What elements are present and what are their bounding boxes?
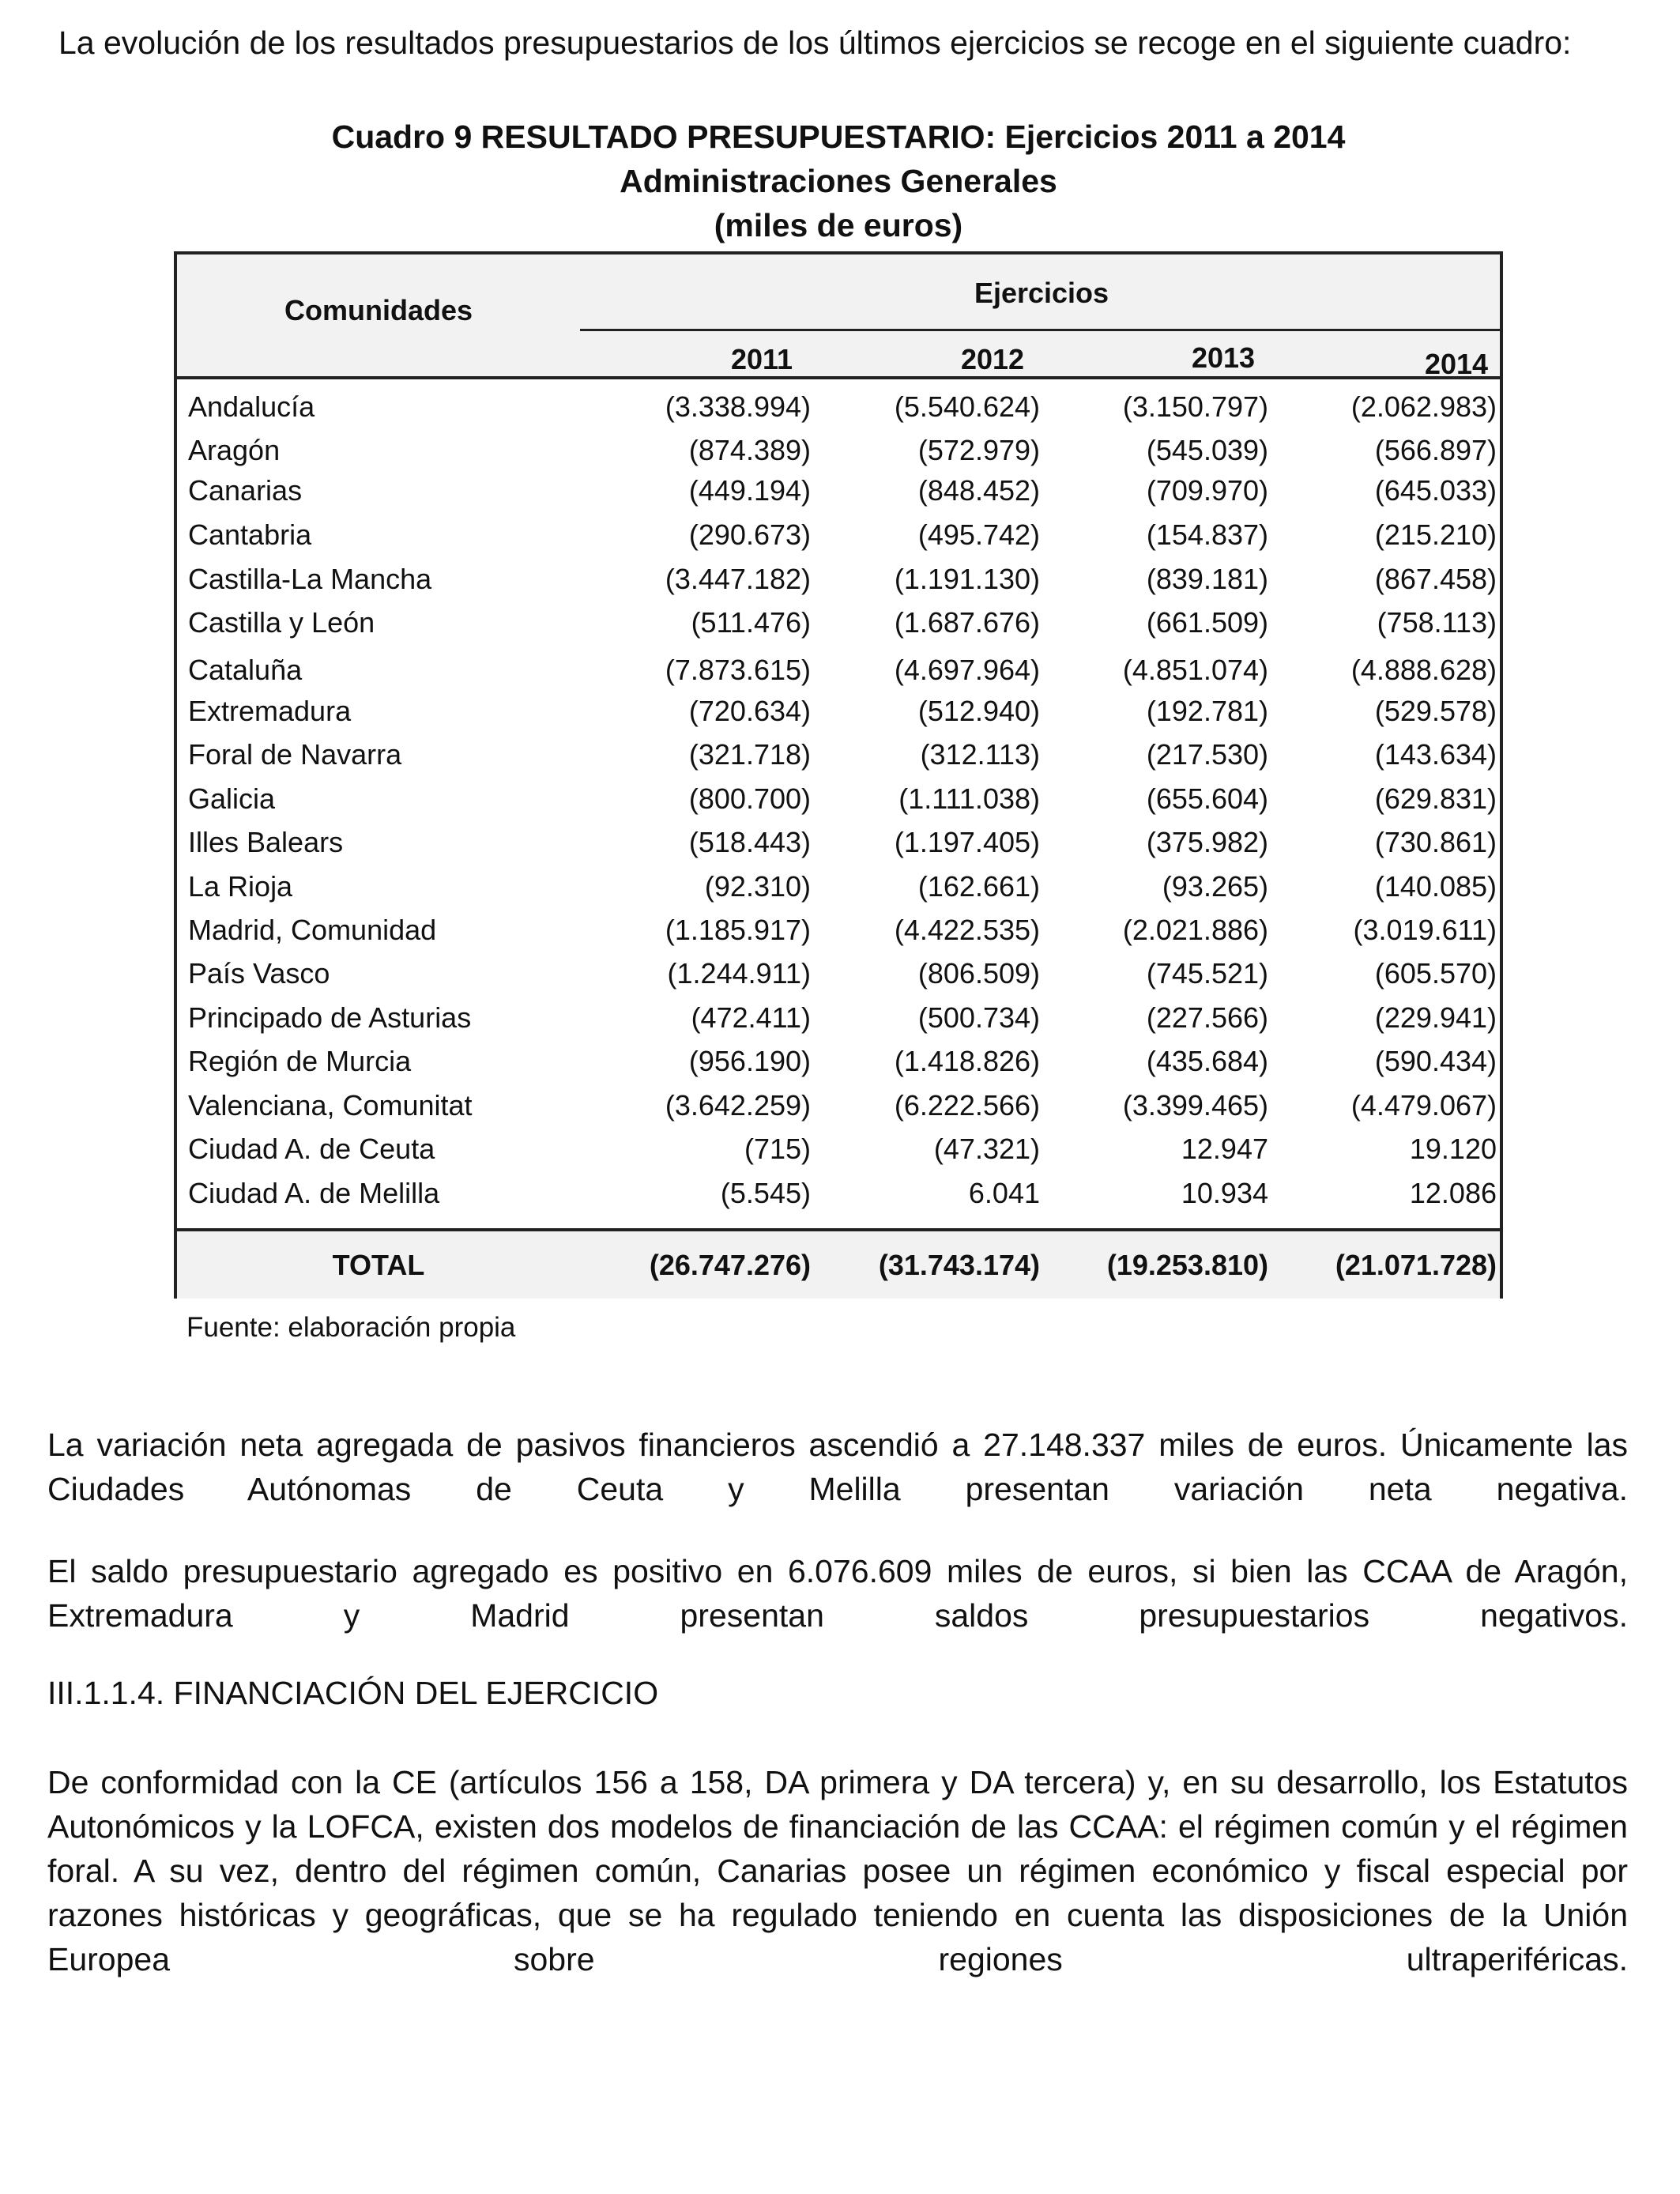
caption-subtitle: Administraciones Generales <box>620 163 1057 199</box>
row-value-2014: (605.570) <box>1374 957 1497 990</box>
row-value-2011: (1.185.917) <box>665 914 811 946</box>
table-caption <box>174 115 1503 247</box>
row-value-2011: (874.389) <box>688 434 811 466</box>
header-comunidades: Comunidades <box>284 294 473 326</box>
table-row <box>177 952 1500 995</box>
section-heading: III.1.1.4. FINANCIACIÓN DEL EJERCICIO <box>47 1675 659 1711</box>
table-row <box>177 649 1500 692</box>
row-value-2011: (5.545) <box>720 1177 811 1209</box>
row-value-2014: 19.120 <box>1409 1133 1497 1165</box>
row-value-2012: (6.222.566) <box>894 1089 1040 1122</box>
table-row <box>177 469 1500 512</box>
row-value-2012: (162.661) <box>917 870 1040 903</box>
row-value-2014: (4.888.628) <box>1350 654 1497 686</box>
row-value-2013: (435.684) <box>1146 1045 1268 1077</box>
row-community-name: Cataluña <box>188 654 303 686</box>
table-row <box>177 514 1500 556</box>
row-value-2011: (7.873.615) <box>665 654 811 686</box>
row-value-2011: (321.718) <box>688 738 811 771</box>
row-value-2012: (512.940) <box>917 695 1040 727</box>
row-value-2012: (4.422.535) <box>894 914 1040 946</box>
total-row <box>177 1228 1500 1299</box>
paragraph-financiacion: De conformidad con la CE (artículos 156 a 158, DA primera y DA tercera) y, en su desarrollo, los Estatutos Autonómicos y la LOFCA, existen dos modelos de financiación de las CCAA: el régimen común y el régimen foral. A su vez, dentro del régimen común, Canarias posee un régimen económico y fiscal especial por razones históricas y geográficas, que se ha regulado teniendo en cuenta las disposiciones de la Unión Europea sobre regiones ultraperiféricas. <box>47 1764 1628 1977</box>
row-value-2013: (3.399.465) <box>1122 1089 1268 1122</box>
row-value-2013: (217.530) <box>1146 738 1268 771</box>
row-value-2011: (1.244.911) <box>667 957 811 990</box>
table-row <box>177 1128 1500 1171</box>
header-year-2014: 2014 <box>1424 348 1489 380</box>
table-row <box>177 601 1500 644</box>
row-value-2014: (143.634) <box>1374 738 1497 771</box>
row-community-name: Ciudad A. de Melilla <box>188 1177 440 1209</box>
row-value-2013: (227.566) <box>1146 1001 1268 1034</box>
row-value-2011: (3.447.182) <box>665 563 811 595</box>
row-value-2012: (572.979) <box>917 434 1040 466</box>
table-row <box>177 909 1500 952</box>
row-value-2011: (800.700) <box>688 782 811 815</box>
row-value-2012: (1.111.038) <box>898 782 1040 815</box>
row-value-2012: (1.687.676) <box>894 606 1040 639</box>
total-2011: (26.747.276) <box>649 1249 811 1281</box>
caption-units: (miles de euros) <box>714 207 963 243</box>
row-community-name: País Vasco <box>188 957 330 990</box>
row-value-2012: (806.509) <box>917 957 1040 990</box>
row-value-2013: (545.039) <box>1146 434 1268 466</box>
row-value-2014: (229.941) <box>1374 1001 1497 1034</box>
table-header <box>177 254 1500 379</box>
row-value-2014: (730.861) <box>1374 826 1497 858</box>
row-value-2014: (566.897) <box>1374 434 1497 466</box>
row-value-2013: (375.982) <box>1146 826 1268 858</box>
row-community-name: Foral de Navarra <box>188 738 402 771</box>
row-value-2014: (529.578) <box>1374 695 1497 727</box>
total-label: TOTAL <box>332 1249 425 1281</box>
row-value-2013: (745.521) <box>1146 957 1268 990</box>
row-value-2011: (92.310) <box>704 870 811 903</box>
row-community-name: Ciudad A. de Ceuta <box>188 1133 435 1165</box>
row-community-name: Castilla y León <box>188 606 375 639</box>
row-community-name: Principado de Asturias <box>188 1001 472 1034</box>
row-value-2014: (867.458) <box>1374 563 1497 595</box>
row-value-2013: (192.781) <box>1146 695 1268 727</box>
row-value-2011: (3.642.259) <box>665 1089 811 1122</box>
row-value-2013: (3.150.797) <box>1122 390 1268 423</box>
row-value-2011: (511.476) <box>691 606 811 639</box>
row-value-2011: (290.673) <box>688 518 811 551</box>
row-community-name: Andalucía <box>188 390 315 423</box>
row-community-name: Castilla-La Mancha <box>188 563 432 595</box>
paragraph-saldo: El saldo presupuestario agregado es positivo en 6.076.609 miles de euros, si bien las CCAA de Aragón, Extremadura y Madrid presentan saldos presupuestarios negativos. <box>47 1553 1628 1634</box>
row-value-2014: (590.434) <box>1374 1045 1497 1077</box>
row-value-2012: (495.742) <box>917 518 1040 551</box>
row-value-2014: (758.113) <box>1377 606 1497 639</box>
row-value-2013: (154.837) <box>1146 518 1268 551</box>
header-year-2013: 2013 <box>1191 341 1256 374</box>
row-value-2013: (4.851.074) <box>1122 654 1268 686</box>
row-value-2013: 10.934 <box>1181 1177 1268 1209</box>
row-community-name: Galicia <box>188 782 276 815</box>
row-value-2011: (472.411) <box>691 1001 811 1034</box>
caption-title: Cuadro 9 RESULTADO PRESUPUESTARIO: Ejercicios 2011 a 2014 <box>331 119 1346 155</box>
row-community-name: Región de Murcia <box>188 1045 412 1077</box>
row-value-2012: (848.452) <box>917 474 1040 507</box>
row-value-2012: (47.321) <box>933 1133 1040 1165</box>
row-community-name: Canarias <box>188 474 303 507</box>
row-value-2013: (655.604) <box>1146 782 1268 815</box>
row-value-2013: (709.970) <box>1146 474 1268 507</box>
total-2014: (21.071.728) <box>1335 1249 1497 1281</box>
row-value-2014: (2.062.983) <box>1350 390 1497 423</box>
table-row <box>177 997 1500 1039</box>
table-row <box>177 733 1500 776</box>
row-value-2013: (93.265) <box>1162 870 1268 903</box>
row-value-2012: (1.191.130) <box>894 563 1040 595</box>
row-value-2014: 12.086 <box>1409 1177 1497 1209</box>
row-value-2014: (3.019.611) <box>1353 914 1497 946</box>
row-value-2013: (661.509) <box>1146 606 1268 639</box>
table-row <box>177 386 1500 428</box>
row-value-2012: (1.418.826) <box>894 1045 1040 1077</box>
row-value-2013: 12.947 <box>1181 1133 1268 1165</box>
header-divider <box>580 329 1503 331</box>
row-value-2014: (215.210) <box>1374 518 1497 551</box>
row-value-2011: (3.338.994) <box>665 390 811 423</box>
row-value-2013: (2.021.886) <box>1122 914 1268 946</box>
row-community-name: Aragón <box>188 434 281 466</box>
header-year-2011: 2011 <box>730 343 793 375</box>
row-community-name: Extremadura <box>188 695 352 727</box>
row-community-name: Valenciana, Comunitat <box>188 1089 473 1122</box>
row-value-2014: (645.033) <box>1374 474 1497 507</box>
paragraph-pasivos: La variación neta agregada de pasivos financieros ascendió a 27.148.337 miles de euros. Únicamente las Ciudades Autónomas de Ceuta y Melilla presentan variación neta negativa. <box>47 1427 1628 1507</box>
table-row <box>177 1040 1500 1083</box>
table-row <box>177 429 1500 472</box>
row-value-2014: (4.479.067) <box>1350 1089 1497 1122</box>
row-value-2011: (720.634) <box>688 695 811 727</box>
header-ejercicios: Ejercicios <box>974 277 1109 309</box>
table-row <box>177 1084 1500 1127</box>
table-row <box>177 1172 1500 1215</box>
row-value-2011: (715) <box>744 1133 811 1165</box>
table-row <box>177 821 1500 864</box>
row-community-name: Madrid, Comunidad <box>188 914 437 946</box>
row-value-2011: (956.190) <box>688 1045 811 1077</box>
row-community-name: Cantabria <box>188 518 312 551</box>
row-value-2012: (1.197.405) <box>894 826 1040 858</box>
table-source: Fuente: elaboración propia <box>186 1312 516 1343</box>
row-value-2012: 6.041 <box>968 1177 1040 1209</box>
intro-paragraph: La evolución de los resultados presupuestarios de los últimos ejercicios se recoge en el siguiente cuadro: <box>58 25 1572 61</box>
budget-result-table <box>174 251 1503 1299</box>
row-community-name: La Rioja <box>188 870 293 903</box>
table-row <box>177 865 1500 908</box>
table-row <box>177 778 1500 820</box>
row-value-2012: (312.113) <box>920 738 1040 771</box>
row-value-2011: (449.194) <box>688 474 811 507</box>
row-value-2014: (629.831) <box>1374 782 1497 815</box>
row-value-2014: (140.085) <box>1374 870 1497 903</box>
row-value-2012: (500.734) <box>917 1001 1040 1034</box>
total-2012: (31.743.174) <box>878 1249 1040 1281</box>
row-value-2011: (518.443) <box>688 826 811 858</box>
table-row <box>177 558 1500 601</box>
table-row <box>177 690 1500 733</box>
row-value-2012: (5.540.624) <box>894 390 1040 423</box>
row-value-2013: (839.181) <box>1146 563 1268 595</box>
row-value-2012: (4.697.964) <box>894 654 1040 686</box>
header-year-2012: 2012 <box>960 343 1025 375</box>
row-community-name: Illes Balears <box>188 826 344 858</box>
total-2013: (19.253.810) <box>1106 1249 1268 1281</box>
